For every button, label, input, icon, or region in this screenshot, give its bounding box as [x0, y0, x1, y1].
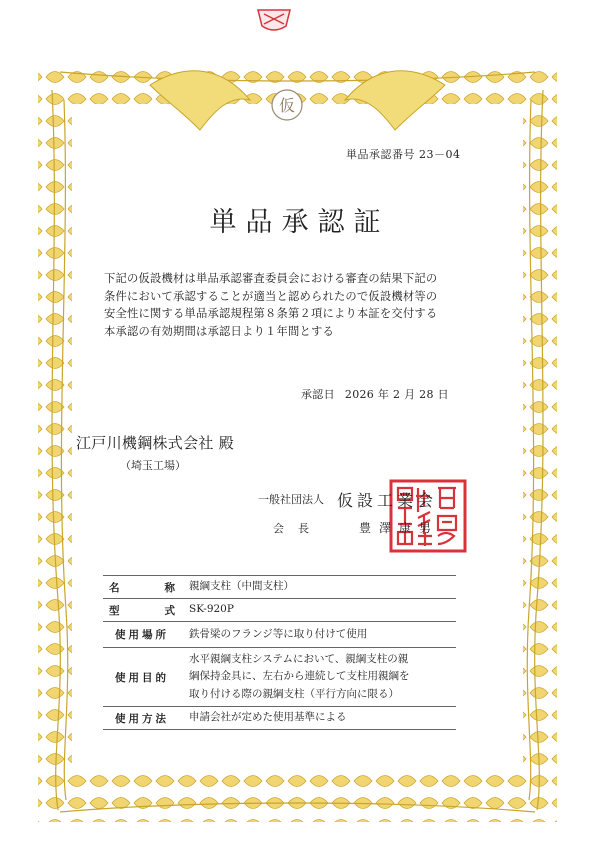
row-value-line: 綱保持金具に、左右から連続して支柱用親綱を — [189, 670, 410, 683]
row-value: SK-920P — [181, 599, 456, 622]
issuer-org-type: 一般社団法人 — [258, 493, 324, 506]
certificate-body — [104, 270, 437, 341]
table-row — [103, 622, 456, 648]
issuer-name: 仮設工業会 — [337, 491, 438, 510]
row-label-char: 名 — [109, 581, 120, 594]
row-value — [181, 648, 456, 707]
row-label — [103, 576, 181, 599]
row-label-char: 式 — [164, 604, 175, 617]
table-row — [103, 707, 456, 730]
chair-title: 会長 — [273, 522, 323, 535]
row-value-line: 水平親綱支柱システムにおいて、親綱支柱の親 — [189, 652, 409, 665]
table-row — [103, 576, 456, 599]
row-value: 親綱支柱（中間支柱） — [181, 576, 456, 599]
body-line: 安全性に関する単品承認規程第８条第２項により本証を交付する — [104, 307, 438, 321]
approval-date — [301, 386, 459, 402]
row-label-char: 型 — [109, 604, 120, 617]
approval-date-label: 承認日 — [301, 388, 335, 401]
table-row — [103, 648, 456, 707]
page-title: 単品承認証 — [209, 207, 390, 238]
body-line: 条件において承認することが適当と認められたので仮設機材等の — [104, 289, 438, 303]
approval-date-value: 2026 年 2 月 28 日 — [344, 388, 449, 401]
row-value: 鉄骨梁のフランジ等に取り付けて使用 — [181, 622, 456, 648]
top-emblem-icon — [258, 10, 290, 30]
recipient-name: 江戸川機鋼株式会社 殿 — [76, 434, 235, 452]
row-value-line: 取り付ける際の親綱支柱（平行方向に限る） — [189, 687, 399, 700]
center-emblem-char: 仮 — [278, 96, 296, 115]
row-label-char: 称 — [164, 581, 175, 594]
row-label: 使用場所 — [103, 622, 181, 648]
row-label: 使用目的 — [103, 648, 181, 707]
spec-table — [103, 575, 456, 730]
row-label — [103, 599, 181, 622]
chair-name: 豊澤康男 — [359, 521, 440, 535]
body-line: 下記の仮設機材は単品承認審査委員会における審査の結果下記の — [104, 272, 438, 285]
row-value: 申請会社が定めた使用基準による — [181, 707, 456, 730]
body-line: 本承認の有効期間は承認日より１年間とする — [104, 325, 334, 339]
table-row — [103, 599, 456, 622]
approval-number: 単品承認番号 23－04 — [346, 148, 461, 161]
recipient-branch: （埼玉工場） — [120, 459, 186, 472]
row-label: 使用方法 — [103, 707, 181, 730]
